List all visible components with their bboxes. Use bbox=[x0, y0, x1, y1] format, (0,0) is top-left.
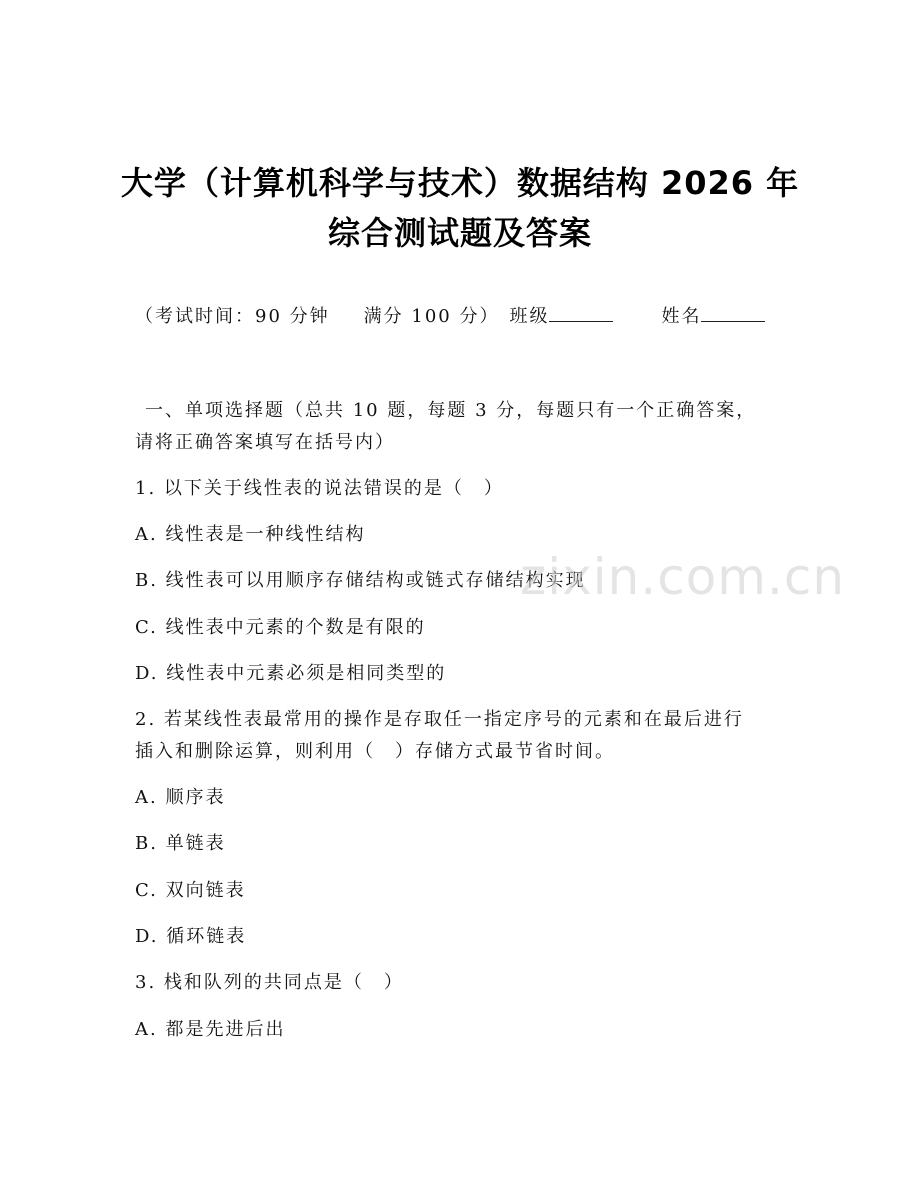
section-heading-line1: 一、单项选择题（总共 10 题，每题 3 分，每题只有一个正确答案， bbox=[145, 400, 757, 421]
document-title-line2: 综合测试题及答案 bbox=[327, 214, 592, 252]
question-2-option-c: C. 双向链表 bbox=[135, 880, 246, 901]
question-1-option-b: B. 线性表可以用顺序存储结构或链式存储结构实现 bbox=[135, 570, 586, 591]
exam-time: （考试时间：90 分钟 bbox=[135, 306, 330, 327]
question-2-option-b: B. 单链表 bbox=[135, 833, 226, 854]
watermark: zixin.com.cn bbox=[520, 548, 846, 606]
question-2-option-a: A. 顺序表 bbox=[135, 787, 226, 808]
question-2-stem-line1: 2. 若某线性表最常用的操作是存取任一指定序号的元素和在最后进行 bbox=[135, 709, 744, 730]
section-heading-line2: 请将正确答案填写在括号内） bbox=[135, 432, 395, 453]
question-3-option-a: A. 都是先进后出 bbox=[135, 1019, 286, 1040]
document-title-line1: 大学（计算机科学与技术）数据结构 2026 年 bbox=[120, 164, 800, 202]
question-2-option-d: D. 循环链表 bbox=[135, 926, 247, 947]
question-3-stem: 3. 栈和队列的共同点是（ ） bbox=[135, 972, 404, 993]
question-1-option-a: A. 线性表是一种线性结构 bbox=[135, 524, 366, 545]
exam-score: 满分 100 分） bbox=[363, 306, 500, 327]
exam-meta bbox=[135, 302, 765, 328]
question-1-option-d: D. 线性表中元素必须是相同类型的 bbox=[135, 663, 447, 684]
class-blank bbox=[549, 303, 613, 322]
class-label: 班级 bbox=[509, 306, 550, 327]
question-1-stem: 1. 以下关于线性表的说法错误的是（ ） bbox=[135, 478, 504, 499]
name-label: 姓名 bbox=[661, 306, 702, 327]
question-2-stem-line2: 插入和删除运算，则利用（ ）存储方式最节省时间。 bbox=[135, 741, 615, 762]
name-blank bbox=[701, 303, 765, 322]
question-1-option-c: C. 线性表中元素的个数是有限的 bbox=[135, 617, 426, 638]
